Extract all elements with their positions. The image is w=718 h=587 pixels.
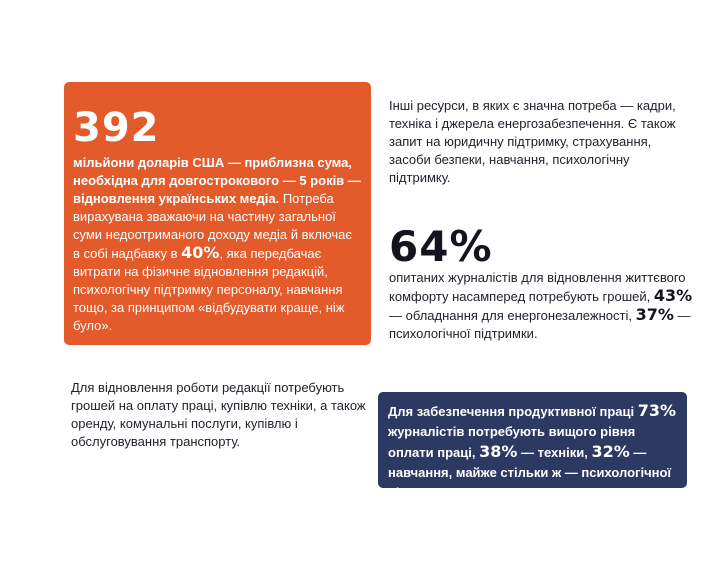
orange-stat-card: [64, 82, 371, 345]
navy-text-part2: журналістів потребують вищого рівня оплати праці,: [388, 424, 636, 460]
stat-64-text-part3: — психологічної підтримки.: [389, 308, 691, 341]
navy-text-part3: — техніки,: [517, 445, 592, 460]
stat-64-number: 64%: [389, 222, 493, 271]
navy-text-part1: Для забезпечення продуктивної праці: [388, 404, 638, 419]
stat-64-text: [389, 269, 699, 343]
stat-32-pct: 32%: [591, 442, 630, 461]
stat-43-pct: 43%: [653, 286, 693, 305]
stat-73-pct: 73%: [637, 401, 677, 420]
navy-text-part4: — навчання, майже стільки ж — психологічної підтримки.: [388, 445, 672, 500]
orange-card-pct: 40%: [181, 243, 220, 262]
orange-card-bold-text: мільйони доларів США — приблизна сума, необхідна для довгострокового — 5 років — відновлення українських медіа.: [73, 155, 361, 206]
newsroom-needs-paragraph: Для відновлення роботи редакції потребують грошей на оплату праці, купівлю техніки, а також оренду, комунальні послуги, купівлю і обслуговування транспорту.: [71, 380, 366, 449]
orange-card-text: [73, 154, 361, 335]
stat-64-text-part2: — обладнання для енергонезалежності,: [389, 308, 636, 323]
orange-card-text-part1: Потреба вирахувана зважаючи на частину загальної суми недоотриманого доходу медіа й включає в собі надбавку в: [73, 191, 353, 261]
orange-card-text-part2: , яка передбачає витрати на фізичне відновлення редакцій, психологічну підтримку персоналу, навчання тощо, за принципом «відбудувати краще, ніж було».: [73, 246, 345, 333]
stat-392-number: 392: [73, 105, 160, 151]
stat-64-text-part1: опитаних журналістів для відновлення життєвого комфорту насамперед потребують грошей,: [389, 270, 686, 304]
navy-stat-card: [378, 392, 687, 500]
other-resources-paragraph: Інші ресурси, в яких є значна потреба — кадри, техніка і джерела енергозабезпечення. Є також запит на юридичну підтримку, страхування, засоби безпеки, навчання, психологічну підтримку.: [389, 98, 676, 185]
stat-38-pct: 38%: [479, 442, 518, 461]
stat-37-pct: 37%: [635, 305, 674, 324]
stat-64-block: [389, 222, 699, 343]
